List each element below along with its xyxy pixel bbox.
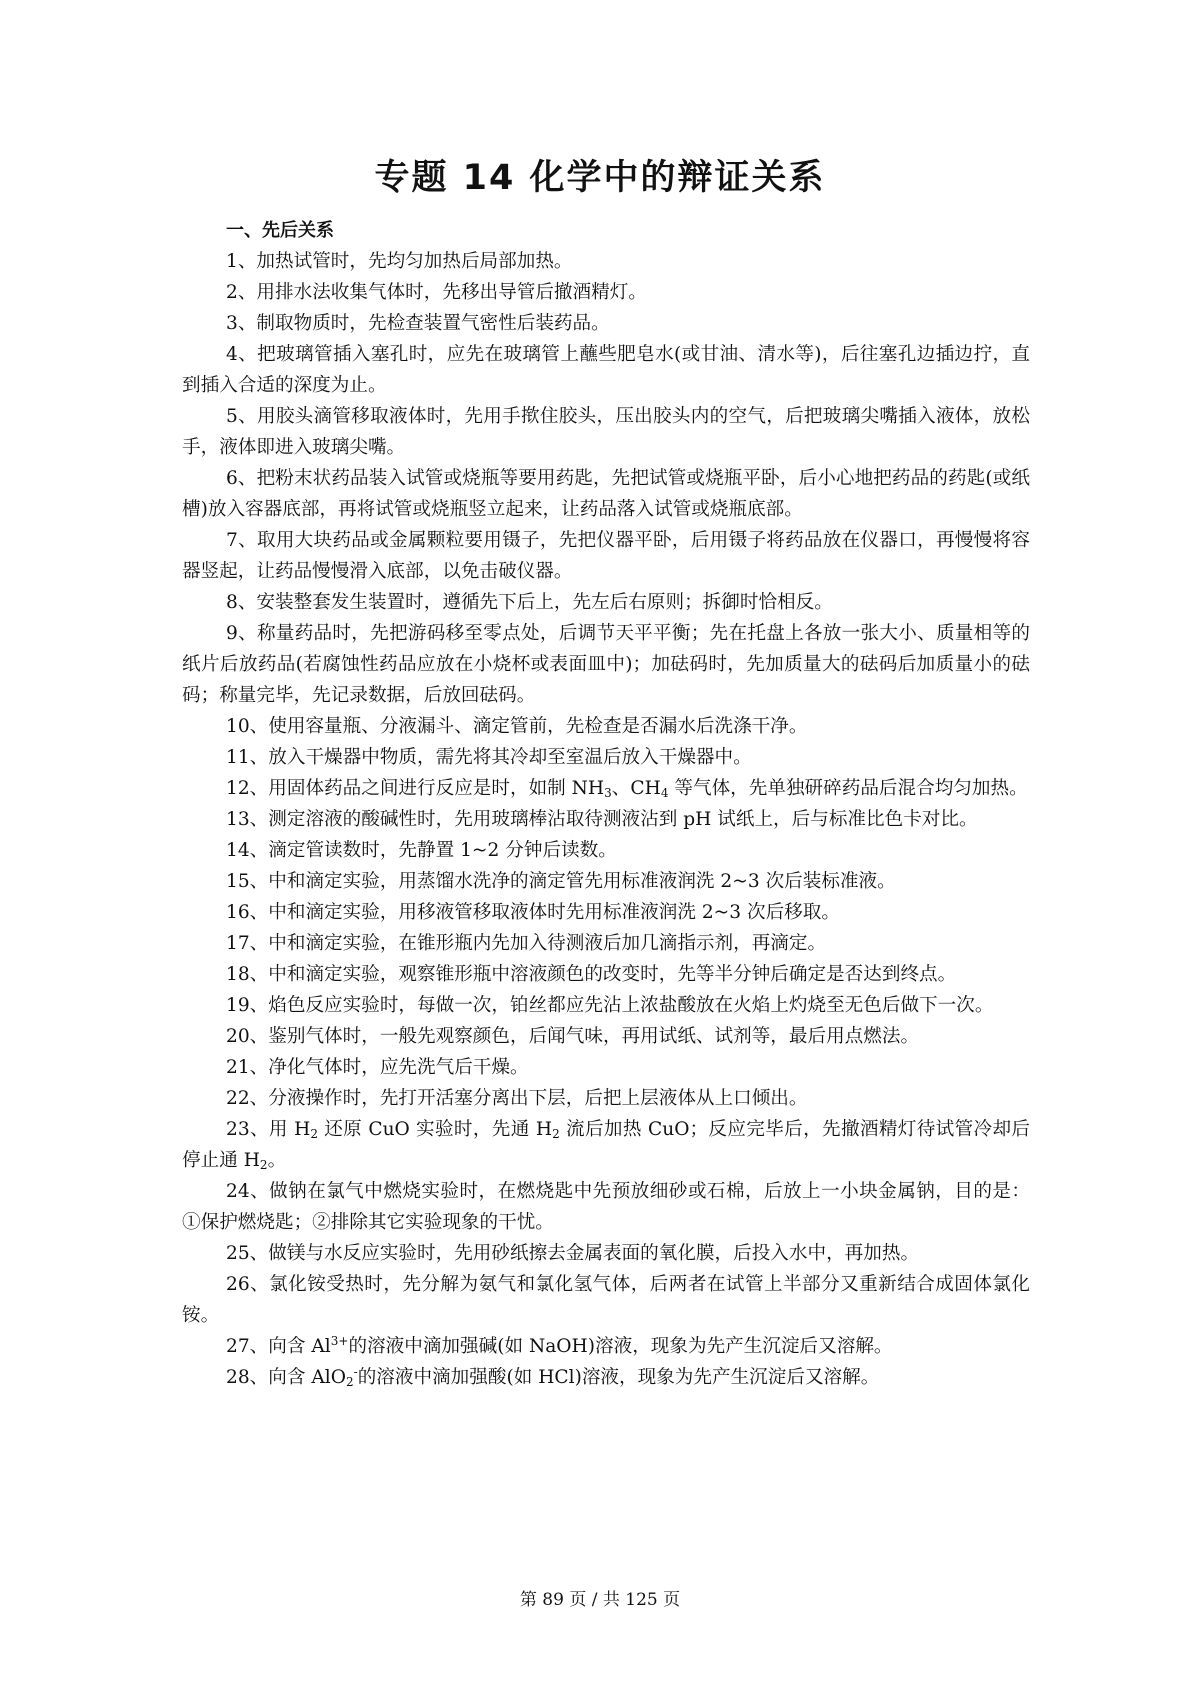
item-text-part: 21、净化气体时，应先洗气后干燥。 xyxy=(226,1057,529,1078)
item-text-part: 流后加热 CuO；反应完毕后，先撤酒精灯待试管冷却后停止通 H xyxy=(182,1119,1030,1171)
list-item xyxy=(182,587,1030,618)
item-text-part: 6、把粉末状药品装入试管或烧瓶等要用药匙，先把试管或烧瓶平卧，后小心地把药品的药匙(或纸槽)放入容器底部，再将试管或烧瓶竖立起来，让药品落入试管或烧瓶底部。 xyxy=(182,468,1030,520)
item-text-part: 8、安装整套发生装置时，遵循先下后上，先左后右原则；拆御时恰相反。 xyxy=(226,592,833,613)
list-item xyxy=(182,742,1030,773)
item-text-part: 15、中和滴定实验，用蒸馏水洗净的滴定管先用标准液润洗 2~3 次后装标准液。 xyxy=(226,871,896,892)
item-text-part: 3、制取物质时，先检查装置气密性后装药品。 xyxy=(226,313,610,334)
list-item xyxy=(182,1114,1030,1176)
page-title: 专题 14 化学中的辩证关系 xyxy=(374,158,826,198)
list-item xyxy=(182,1331,1030,1362)
item-text-part: 19、焰色反应实验时，每做一次，铂丝都应先沾上浓盐酸放在火焰上灼烧至无色后做下一次。 xyxy=(226,995,994,1016)
item-text-part: - xyxy=(353,1365,358,1379)
list-item xyxy=(182,246,1030,277)
list-item xyxy=(182,308,1030,339)
item-text-part: 、CH xyxy=(611,778,661,799)
item-text-part: 等气体，先单独研碎药品后混合均匀加热。 xyxy=(668,778,1028,799)
item-text-part: 2 xyxy=(345,1375,354,1389)
item-text-part: 2 xyxy=(259,1158,268,1172)
list-item xyxy=(182,1021,1030,1052)
item-text-part: 5、用胶头滴管移取液体时，先用手揿住胶头，压出胶头内的空气，后把玻璃尖嘴插入液体，放松手，液体即进入玻璃尖嘴。 xyxy=(182,406,1030,458)
list-item xyxy=(182,866,1030,897)
item-text-part: 的溶液中滴加强酸(如 HCl)溶液，现象为先产生沉淀后又溶解。 xyxy=(357,1367,880,1388)
item-text-part: 27、向含 Al xyxy=(226,1336,331,1357)
list-item xyxy=(182,1238,1030,1269)
list-item xyxy=(182,773,1030,804)
list-item xyxy=(182,990,1030,1021)
list-item xyxy=(182,1176,1030,1238)
list-item xyxy=(182,1269,1030,1331)
item-text-part: 7、取用大块药品或金属颗粒要用镊子，先把仪器平卧，后用镊子将药品放在仪器口，再慢慢将容器竖起，让药品慢慢滑入底部，以免击破仪器。 xyxy=(182,530,1030,582)
list-item xyxy=(182,804,1030,835)
item-text-part: 13、测定溶液的酸碱性时，先用玻璃棒沾取待测液沾到 pH 试纸上，后与标准比色卡对比。 xyxy=(226,809,978,830)
content-body xyxy=(182,215,1030,1393)
list-item xyxy=(182,928,1030,959)
item-text-part: 22、分液操作时，先打开活塞分离出下层，后把上层液体从上口倾出。 xyxy=(226,1088,808,1109)
item-text-part: 25、做镁与水反应实验时，先用砂纸擦去金属表面的氧化膜，后投入水中，再加热。 xyxy=(226,1243,920,1264)
item-text-part: 还原 CuO 实验时，先通 H xyxy=(317,1119,553,1140)
item-text-part: 3+ xyxy=(330,1334,349,1348)
list-item xyxy=(182,959,1030,990)
item-text-part: 4 xyxy=(660,786,669,800)
list-item xyxy=(182,463,1030,525)
item-list xyxy=(182,246,1030,1393)
item-text-part: 23、用 H xyxy=(226,1119,311,1140)
item-text-part: 的溶液中滴加强碱(如 NaOH)溶液，现象为先产生沉淀后又溶解。 xyxy=(348,1336,893,1357)
item-text-part: 9、称量药品时，先把游码移至零点处，后调节天平平衡；先在托盘上各放一张大小、质量相等的纸片后放药品(若腐蚀性药品应放在小烧杯或表面皿中)；加砝码时，先加质量大的砝码后加质量小的砝码；称量完毕，先记录数据，后放回砝码。 xyxy=(182,623,1030,706)
list-item xyxy=(182,1052,1030,1083)
list-item xyxy=(182,711,1030,742)
item-text-part: 2 xyxy=(310,1127,318,1141)
list-item xyxy=(182,1362,1030,1393)
item-text-part: 3 xyxy=(604,786,612,800)
item-text-part: 12、用固体药品之间进行反应是时，如制 NH xyxy=(226,778,605,799)
list-item xyxy=(182,835,1030,866)
list-item xyxy=(182,525,1030,587)
item-text-part: 。 xyxy=(267,1150,287,1171)
item-text-part: 28、向含 AlO xyxy=(226,1367,346,1388)
item-text-part: 16、中和滴定实验，用移液管移取液体时先用标准液润洗 2~3 次后移取。 xyxy=(226,902,840,923)
list-item xyxy=(182,339,1030,401)
item-text-part: 14、滴定管读数时，先静置 1~2 分钟后读数。 xyxy=(226,840,617,861)
item-text-part: 17、中和滴定实验，在锥形瓶内先加入待测液后加几滴指示剂，再滴定。 xyxy=(226,933,827,954)
item-text-part: 2 xyxy=(552,1127,560,1141)
item-text-part: 20、鉴别气体时，一般先观察颜色，后闻气味，再用试纸、试剂等，最后用点燃法。 xyxy=(226,1026,920,1047)
list-item xyxy=(182,401,1030,463)
list-item xyxy=(182,277,1030,308)
item-text-part: 24、做钠在氯气中燃烧实验时，在燃烧匙中先预放细砂或石棉，后放上一小块金属钠，目的是：①保护燃烧匙；②排除其它实验现象的干忧。 xyxy=(182,1181,1030,1233)
item-text-part: 26、氯化铵受热时，先分解为氨气和氯化氢气体，后两者在试管上半部分又重新结合成固体氯化铵。 xyxy=(182,1274,1030,1326)
item-text-part: 1、加热试管时，先均匀加热后局部加热。 xyxy=(226,251,573,272)
item-text-part: 18、中和滴定实验，观察锥形瓶中溶液颜色的改变时，先等半分钟后确定是否达到终点。 xyxy=(226,964,957,985)
list-item xyxy=(182,618,1030,711)
list-item xyxy=(182,897,1030,928)
item-text-part: 10、使用容量瓶、分液漏斗、滴定管前，先检查是否漏水后洗涤干净。 xyxy=(226,716,808,737)
item-text-part: 4、把玻璃管插入塞孔时，应先在玻璃管上蘸些肥皂水(或甘油、清水等)，后往塞孔边插边拧，直到插入合适的深度为止。 xyxy=(182,344,1030,396)
item-text-part: 2、用排水法收集气体时，先移出导管后撤酒精灯。 xyxy=(226,282,647,303)
list-item xyxy=(182,1083,1030,1114)
section-heading: 一、先后关系 xyxy=(226,220,334,241)
item-text-part: 11、放入干燥器中物质，需先将其冷却至室温后放入干燥器中。 xyxy=(226,747,752,768)
page-footer: 第 89 页 / 共 125 页 xyxy=(519,1590,681,1610)
